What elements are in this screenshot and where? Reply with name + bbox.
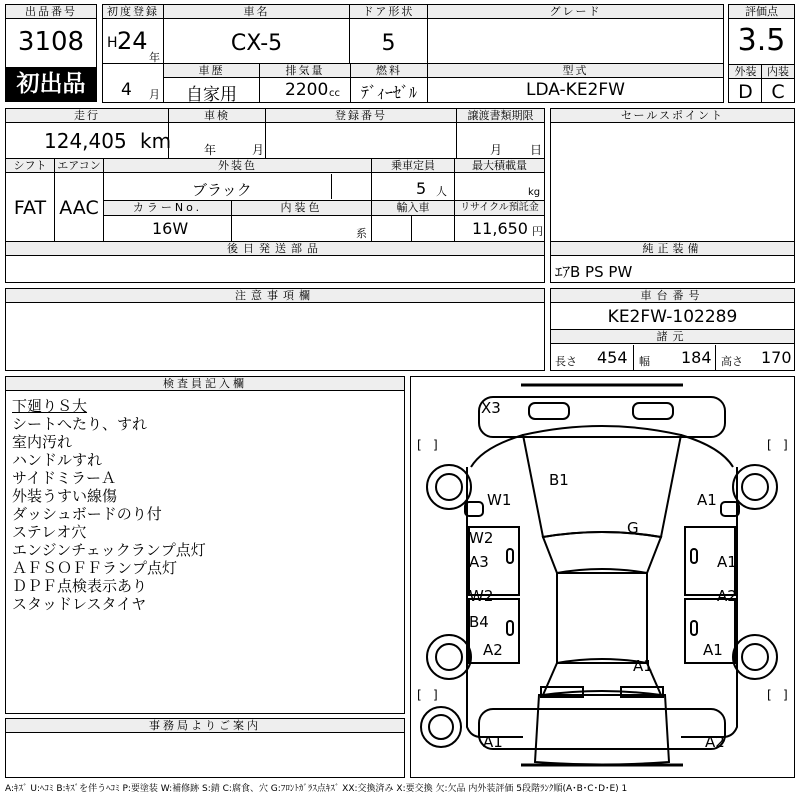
- model-value: LDA-KE2FW: [526, 80, 625, 100]
- inspector-line: ステレオ穴: [12, 523, 87, 541]
- color-no-header: カラーNo.: [104, 201, 231, 215]
- recycle-header: リサイクル預託金: [455, 201, 544, 215]
- displacement-header: 排気量: [260, 64, 350, 78]
- history-value: 自家用: [186, 85, 237, 105]
- score-value: 3.5: [737, 23, 786, 58]
- capacity-unit: 人: [436, 185, 447, 198]
- max-load-unit: kg: [528, 187, 541, 198]
- inspector-line: ハンドルすれ: [12, 451, 103, 469]
- transfer-day-unit: 日: [530, 143, 543, 157]
- reg-number-header: 登録番号: [266, 109, 456, 123]
- fuel-value: ﾃﾞｨｰｾﾞﾙ: [360, 83, 417, 102]
- svg-text:]: ]: [783, 688, 788, 702]
- inspector-line: シートへたり、すれ: [12, 415, 148, 433]
- mark-a3: A3: [469, 553, 489, 571]
- mark-w1: W1: [487, 491, 512, 509]
- displacement-value: 2200: [285, 80, 329, 100]
- first-reg-year: 24: [117, 27, 148, 55]
- exterior-color-header: 外装色: [104, 159, 371, 173]
- mark-a1-fr: A1: [697, 491, 717, 509]
- transfer-doc-header: 譲渡書類期限: [457, 109, 544, 123]
- height-label: 高さ: [721, 355, 743, 368]
- width-value: 184: [681, 348, 712, 367]
- interior-color-unit: 系: [356, 227, 367, 240]
- chassis-box: [550, 288, 795, 371]
- car-name-header: 車名: [164, 5, 349, 19]
- first-reg-month-unit: 月: [149, 88, 160, 101]
- mark-a1-r1: A1: [717, 553, 737, 571]
- mileage-value: 124,405: [44, 129, 127, 153]
- notes-box: [5, 288, 545, 371]
- svg-text:[: [: [417, 688, 422, 702]
- mileage-header: 走行: [6, 109, 168, 123]
- genuine-equipment-value: ｴｱB PS PW: [555, 263, 633, 281]
- inspector-lines: [12, 397, 206, 613]
- mark-a2-r2: A2: [717, 587, 737, 605]
- lot-header: 出品番号: [6, 5, 96, 19]
- svg-text:[: [: [767, 688, 772, 702]
- inspection-header: 車検: [169, 109, 265, 123]
- inspector-header: 検査員記入欄: [6, 377, 404, 391]
- inspector-line: ＤＰＦ点検表示あり: [12, 577, 148, 595]
- inspector-line: ダッシュボードのり付: [12, 505, 162, 523]
- car-outline: [411, 377, 794, 777]
- mark-a2-l: A2: [483, 641, 503, 659]
- svg-text:]: ]: [433, 688, 438, 702]
- info-row-2: [102, 63, 724, 103]
- mark-w2-2: W2: [469, 587, 494, 605]
- color-no-value: 16W: [152, 219, 189, 238]
- first-reg-header: 初度登録: [103, 5, 163, 19]
- model-header: 型式: [428, 64, 723, 78]
- fuel-header: 燃料: [351, 64, 427, 78]
- sales-point-box: [550, 108, 795, 283]
- info-row-1: [102, 4, 724, 64]
- inspector-line: スタッドレスタイヤ: [12, 595, 147, 613]
- import-header: 輸入車: [372, 201, 454, 215]
- car-name-value: CX-5: [230, 31, 283, 56]
- ext-score-header: 外装: [729, 65, 762, 79]
- detail-block: [5, 108, 545, 283]
- first-reg-month: 4: [121, 80, 132, 100]
- svg-text:]: ]: [783, 438, 788, 452]
- mark-b4: B4: [469, 613, 489, 631]
- sales-point-header: セールスポイント: [551, 109, 794, 123]
- inspector-line: 外装うすい線傷: [12, 487, 118, 505]
- int-score-header: 内装: [762, 65, 794, 79]
- chassis-header: 車台番号: [551, 289, 794, 303]
- inspector-box: [5, 376, 405, 714]
- doors-value: 5: [381, 31, 396, 56]
- shift-header: シフト: [6, 159, 54, 173]
- inspector-line: サイドミラーＡ: [12, 469, 116, 487]
- displacement-unit: cc: [329, 88, 340, 99]
- inspector-line: エンジンチェックランプ点灯: [12, 541, 206, 559]
- aircon-value: AAC: [59, 197, 99, 219]
- length-label: 長さ: [555, 355, 577, 368]
- capacity-value: 5: [416, 179, 427, 198]
- doors-header: ドア形状: [350, 5, 427, 19]
- lot-box: [5, 4, 97, 102]
- shift-value: FAT: [13, 197, 47, 219]
- mark-a1-c: A1: [633, 657, 653, 675]
- interior-color-header: 内装色: [232, 201, 371, 215]
- max-load-header: 最大積載量: [455, 159, 544, 173]
- svg-text:[: [: [417, 438, 422, 452]
- aircon-header: エアコン: [55, 159, 103, 173]
- later-parts-header: 後日発送部品: [6, 242, 544, 256]
- inspection-month-unit: 月: [252, 143, 265, 157]
- mark-b1: B1: [549, 471, 569, 489]
- first-listing-badge: 初出品: [6, 67, 96, 101]
- chassis-value: KE2FW-102289: [607, 307, 738, 327]
- legend: A:ｷｽﾞ U:ﾍｺﾐ B:ｷｽﾞを伴うﾍｺﾐ P:要塗装 W:補修跡 S:錆 C:腐食、穴 G:ﾌﾛﾝﾄｶﾞﾗｽ点ｷｽﾞ XX:交換済み X:要交換 欠:欠品 内外装評価 5段階ﾗﾝｸ順(A･B･C･D･E) 1: [5, 784, 628, 794]
- recycle-value: 11,650: [472, 219, 528, 238]
- office-info-header: 事務局よりご案内: [6, 719, 404, 733]
- mark-x3: X3: [481, 399, 501, 417]
- transfer-month-unit: 月: [490, 143, 503, 157]
- history-header: 車歴: [164, 64, 259, 78]
- int-score-value: C: [771, 81, 785, 103]
- mark-a1-bl: A1: [483, 733, 503, 751]
- length-value: 454: [597, 348, 628, 367]
- mark-a2-br: A2: [705, 733, 725, 751]
- first-reg-year-unit: 年: [149, 51, 160, 64]
- office-info-box: [5, 718, 405, 778]
- inspector-line: 室内汚れ: [12, 433, 73, 451]
- width-label: 幅: [639, 355, 650, 368]
- lot-number: 3108: [17, 27, 85, 57]
- recycle-unit: 円: [532, 225, 543, 238]
- svg-text:]: ]: [433, 438, 438, 452]
- exterior-color-value: ブラック: [192, 181, 252, 199]
- svg-text:[: [: [767, 438, 772, 452]
- mark-w2-1: W2: [469, 529, 494, 547]
- inspector-line: 下廻りＳ大: [12, 397, 88, 415]
- first-reg-era: H: [107, 35, 118, 51]
- inspection-year-unit: 年: [204, 143, 217, 157]
- genuine-equipment-header: 純正装備: [551, 242, 794, 256]
- notes-header: 注意事項欄: [6, 289, 544, 303]
- mark-a1-rr: A1: [703, 641, 723, 659]
- score-header: 評価点: [729, 5, 794, 19]
- score-box: [728, 4, 795, 103]
- ext-score-value: D: [738, 81, 753, 103]
- height-value: 170: [761, 348, 792, 367]
- capacity-header: 乗車定員: [372, 159, 454, 173]
- mark-g: G: [627, 519, 639, 537]
- inspector-line: ＡＦＳＯＦＦランプ点灯: [12, 559, 178, 577]
- mileage-unit: km: [140, 129, 172, 153]
- car-diagram: [410, 376, 795, 778]
- dimensions-header: 諸元: [551, 330, 794, 344]
- grade-header: グレード: [428, 5, 723, 19]
